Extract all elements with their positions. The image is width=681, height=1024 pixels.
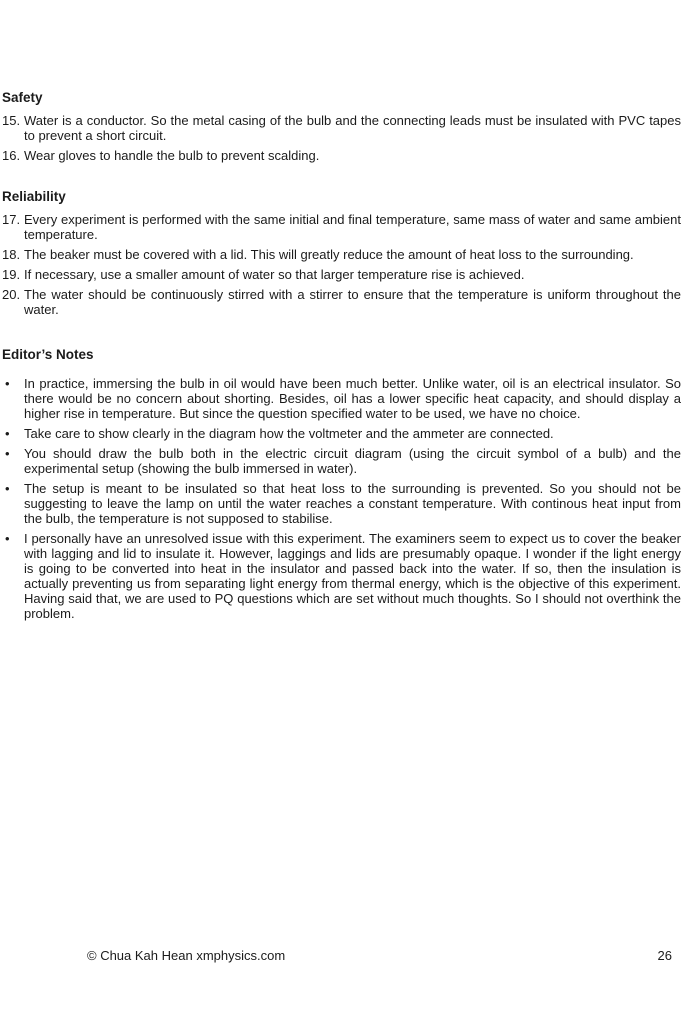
bullet-item-text: The setup is meant to be insulated so that heat loss to the surrounding is prevented. So you should not be suggesting to leave the lamp on until the water reaches a constant temperature. With continous heat input from the bulb, the temperature is not supposed to stabilise. [24, 481, 681, 526]
list-item [2, 287, 681, 317]
bullet-icon: • [5, 531, 10, 546]
bullet-item [2, 376, 681, 421]
footer-page-number: 26 [657, 948, 672, 963]
list-item-number: 20. [2, 287, 21, 302]
list-item-number: 18. [2, 247, 21, 262]
list-item [2, 212, 681, 242]
list-item [2, 148, 681, 163]
list-item-number: 19. [2, 267, 21, 282]
list-item-text: If necessary, use a smaller amount of water so that larger temperature rise is achieved. [24, 267, 525, 282]
page-content [2, 90, 681, 626]
list-item [2, 267, 681, 282]
bullet-item [2, 426, 681, 441]
list-item-number: 17. [2, 212, 21, 227]
section-heading-editors-notes: Editor’s Notes [2, 347, 94, 362]
section-heading-reliability: Reliability [2, 189, 66, 204]
bullet-item [2, 531, 681, 621]
footer-copyright: © Chua Kah Hean xmphysics.com [87, 948, 286, 963]
list-item-number: 15. [2, 113, 21, 128]
section-heading-safety: Safety [2, 90, 43, 105]
list-item-text: Water is a conductor. So the metal casing of the bulb and the connecting leads must be insulated with PVC tapes to prevent a short circuit. [24, 113, 681, 143]
bullet-icon: • [5, 481, 10, 496]
bullet-item-text: You should draw the bulb both in the electric circuit diagram (using the circuit symbol of a bulb) and the experimental setup (showing the bulb immersed in water). [24, 446, 681, 476]
bullet-item-text: In practice, immersing the bulb in oil would have been much better. Unlike water, oil is an electrical insulator. So there would be no concern about shorting. Besides, oil has a lower specific heat capacity, and should display a higher rise in temperature. But since the question specified water to be used, we have no choice. [24, 376, 681, 421]
list-item-text: The beaker must be covered with a lid. This will greatly reduce the amount of heat loss to the surrounding. [24, 247, 634, 262]
list-item-text: Wear gloves to handle the bulb to prevent scalding. [24, 148, 320, 163]
bullet-icon: • [5, 426, 10, 441]
list-item-text: The water should be continuously stirred with a stirrer to ensure that the temperature is uniform throughout the water. [24, 287, 681, 317]
list-item [2, 247, 681, 262]
list-item [2, 113, 681, 143]
list-item-number: 16. [2, 148, 21, 163]
bullet-item [2, 446, 681, 476]
bullet-icon: • [5, 446, 10, 461]
bullet-item [2, 481, 681, 526]
bullet-item-text: Take care to show clearly in the diagram how the voltmeter and the ammeter are connected. [24, 426, 554, 441]
list-item-text: Every experiment is performed with the same initial and final temperature, same mass of water and same ambient temperature. [24, 212, 681, 242]
bullet-icon: • [5, 376, 10, 391]
bullet-item-text: I personally have an unresolved issue with this experiment. The examiners seem to expect us to cover the beaker with lagging and lid to insulate it. However, laggings and lids are presumably opaque. I wonder if the light energy is going to be converted into heat in the insulator and passed back into the water. If so, then the insulation is actually preventing us from separating light energy from thermal energy, which is the objective of this experiment. Having said that, we are used to PQ questions which are set without much thoughts. So I should not overthink the problem. [24, 531, 681, 621]
